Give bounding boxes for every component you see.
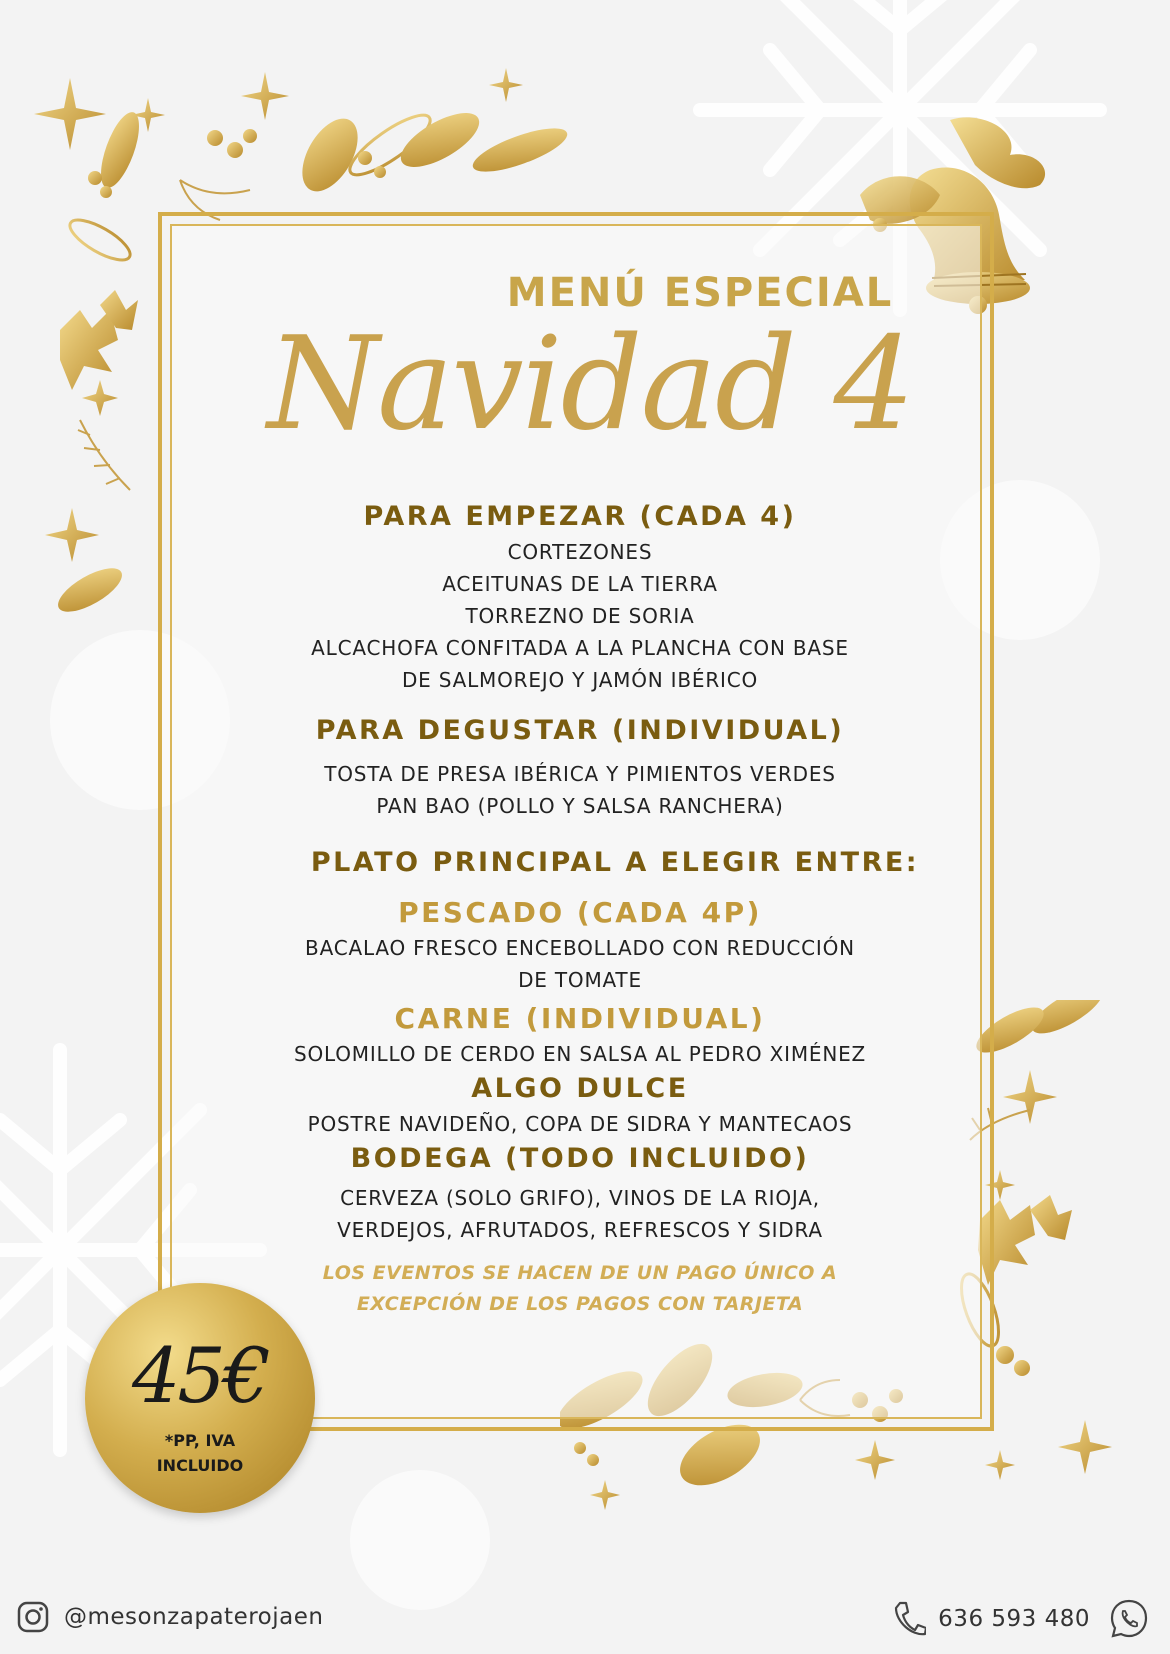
list-item: ALCACHOFA CONFITADA A LA PLANCHA CON BASE [311,636,849,660]
menu-content [230,498,930,1320]
section-heading-fish: PESCADO (CADA 4P) [398,896,762,929]
menu-title: Navidad 4 [267,310,913,459]
section-heading-meat: CARNE (INDIVIDUAL) [394,1002,766,1035]
price-value: 45€ [131,1331,269,1420]
instagram-icon [16,1600,50,1634]
list-item: SOLOMILLO DE CERDO EN SALSA AL PEDRO XIMÉNEZ [293,1042,867,1066]
list-item: ACEITUNAS DE LA TIERRA [442,572,718,596]
payment-note: EXCEPCIÓN DE LOS PAGOS CON TARJETA [356,1293,804,1315]
section-heading-start: PARA EMPEZAR (CADA 4) [363,501,797,532]
price-note-line: *PP, IVA [164,1431,236,1450]
whatsapp-icon [1108,1598,1150,1640]
list-item: BACALAO FRESCO ENCEBOLLADO CON REDUCCIÓN [305,936,855,960]
payment-note: LOS EVENTOS SE HACEN DE UN PAGO ÚNICO A [322,1262,838,1284]
price-note-line: INCLUIDO [156,1456,244,1475]
list-item: POSTRE NAVIDEÑO, COPA DE SIDRA Y MANTECAOS [307,1112,853,1136]
price-note [85,1428,315,1478]
list-item: CERVEZA (SOLO GRIFO), VINOS DE LA RIOJA, [340,1186,820,1210]
list-item: TOSTA DE PRESA IBÉRICA Y PIMIENTOS VERDES [324,762,836,786]
menu-subtitle: MENÚ ESPECIAL [506,270,894,316]
list-item: CORTEZONES [507,540,653,564]
list-item: DE SALMOREJO Y JAMÓN IBÉRICO [401,668,759,692]
list-item: PAN BAO (POLLO Y SALSA RANCHERA) [376,794,784,818]
phone-number: 636 593 480 [938,1606,1090,1632]
list-item: VERDEJOS, AFRUTADOS, REFRESCOS Y SIDRA [337,1218,823,1242]
instagram-handle: @mesonzapaterojaen [64,1604,324,1630]
section-heading-main: PLATO PRINCIPAL A ELEGIR ENTRE: [310,847,920,878]
price-badge [85,1283,315,1513]
list-item: DE TOMATE [518,968,642,992]
list-item: TORREZNO DE SORIA [465,604,695,628]
phone-icon [892,1600,926,1638]
section-heading-drinks: BODEGA (TODO INCLUIDO) [350,1143,810,1174]
instagram-link[interactable] [16,1600,323,1634]
section-heading-dessert: ALGO DULCE [471,1073,689,1104]
section-heading-taste: PARA DEGUSTAR (INDIVIDUAL) [315,715,845,746]
contact-info[interactable] [892,1598,1150,1640]
